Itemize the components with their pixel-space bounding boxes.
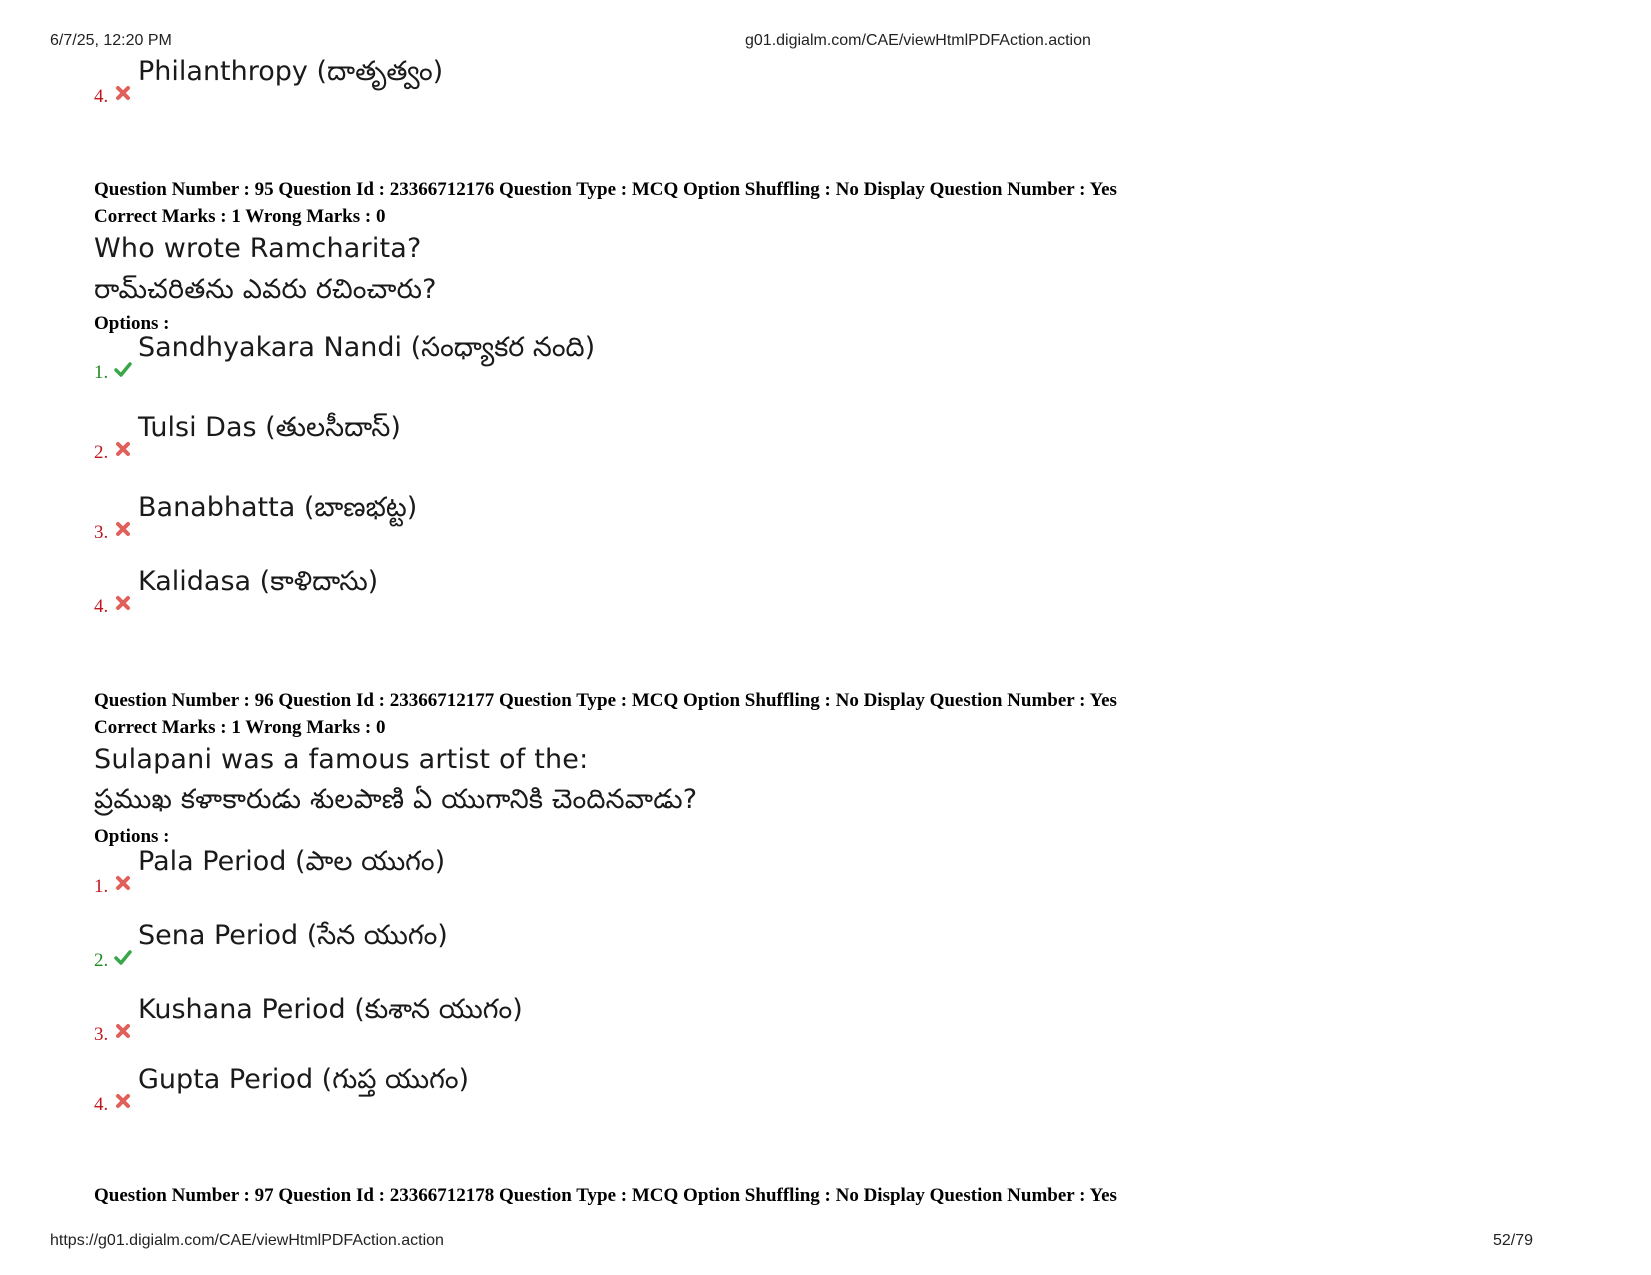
cross-icon	[114, 440, 132, 458]
check-icon	[114, 360, 132, 378]
option-number: 4.	[94, 1094, 109, 1115]
question-text-te-96: ప్రముఖ కళాకారుడు శులపాణి ఏ యుగానికి చెందినవాడు?	[94, 784, 698, 815]
option-number: 3.	[94, 1024, 109, 1045]
cross-icon	[114, 520, 132, 538]
check-icon	[114, 948, 132, 966]
option-text: Tulsi Das (తులసీదాస్)	[138, 412, 401, 443]
cross-icon	[114, 874, 132, 892]
question-info-95: Question Number : 95 Question Id : 23366712176 Question Type : MCQ Option Shuffling : No Display Question Number : Yes	[94, 179, 1117, 200]
cross-icon	[114, 1022, 132, 1040]
print-footer-url: https://g01.digialm.com/CAE/viewHtmlPDFAction.action	[50, 1232, 444, 1249]
page-number: 52/79	[1492, 1232, 1533, 1249]
option-number: 4.	[94, 86, 109, 107]
option-text: Banabhatta (బాణభట్ట)	[138, 492, 418, 523]
option-text: Sandhyakara Nandi (సంధ్యాకర నంది)	[138, 332, 596, 363]
question-text-en-96: Sulapani was a famous artist of the:	[94, 744, 589, 775]
option-text: Pala Period (పాల యుగం)	[138, 846, 446, 877]
cross-icon	[114, 594, 132, 612]
option-text: Kalidasa (కాళిదాసు)	[138, 566, 379, 597]
option-number: 4.	[94, 596, 109, 617]
question-marks-95: Correct Marks : 1 Wrong Marks : 0	[94, 206, 386, 227]
question-text-en-95: Who wrote Ramcharita?	[94, 233, 422, 264]
options-label-95: Options :	[94, 313, 170, 334]
print-date: 6/7/25, 12:20 PM	[50, 32, 172, 49]
option-number: 2.	[94, 442, 109, 463]
cross-icon	[114, 1092, 132, 1110]
option-text: Philanthropy (దాతృత్వం)	[138, 56, 444, 87]
question-info-96: Question Number : 96 Question Id : 23366712177 Question Type : MCQ Option Shuffling : No Display Question Number : Yes	[94, 690, 1117, 711]
print-header-url: g01.digialm.com/CAE/viewHtmlPDFAction.action	[745, 32, 1091, 49]
option-text: Kushana Period (కుశాన యుగం)	[138, 994, 523, 1025]
question-marks-96: Correct Marks : 1 Wrong Marks : 0	[94, 717, 386, 738]
question-info-97: Question Number : 97 Question Id : 23366712178 Question Type : MCQ Option Shuffling : No Display Question Number : Yes	[94, 1185, 1117, 1206]
question-text-te-95: రామ్‌చరితను ఎవరు రచించారు?	[94, 274, 437, 305]
option-number: 1.	[94, 362, 109, 383]
option-text: Gupta Period (గుప్త యుగం)	[138, 1064, 470, 1095]
options-label-96: Options :	[94, 826, 170, 847]
option-number: 2.	[94, 950, 109, 971]
option-number: 1.	[94, 876, 109, 897]
option-number: 3.	[94, 522, 109, 543]
cross-icon	[114, 84, 132, 102]
option-text: Sena Period (సేన యుగం)	[138, 920, 448, 951]
